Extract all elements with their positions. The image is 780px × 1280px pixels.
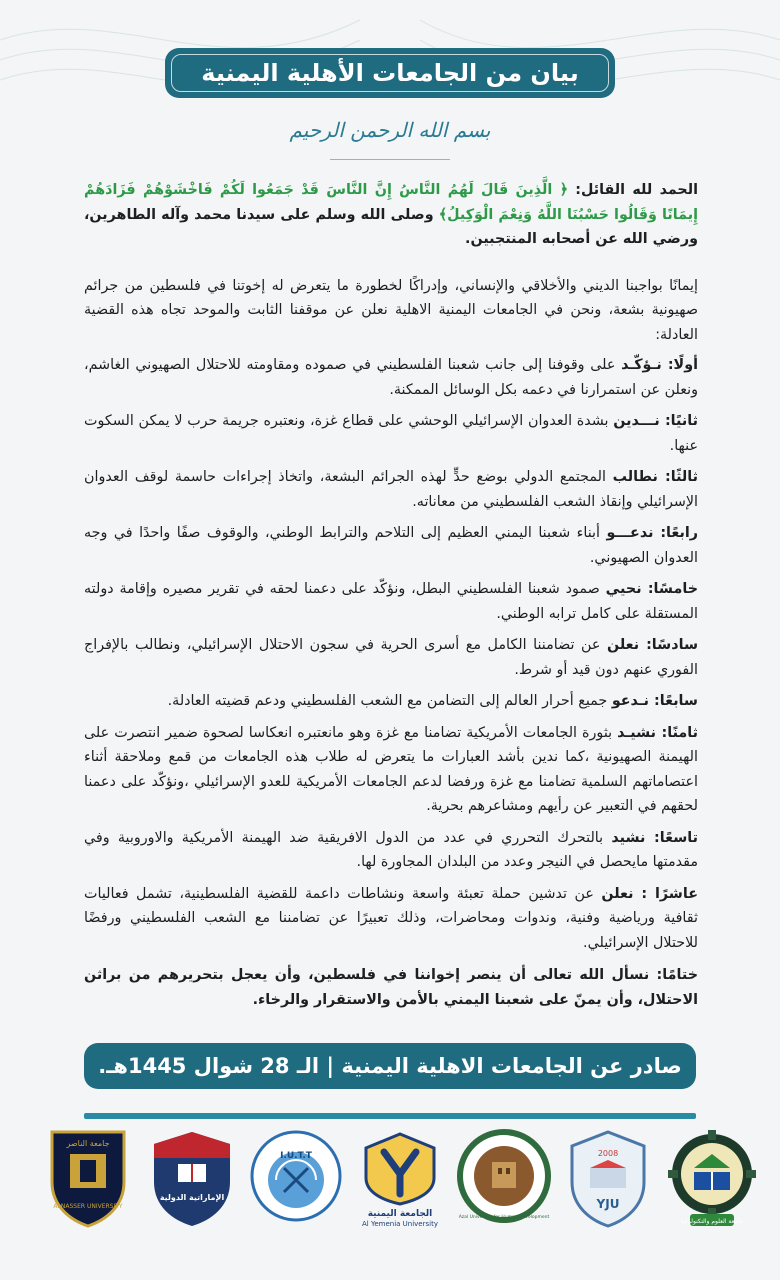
gear-book-icon xyxy=(664,1128,760,1228)
point-lead: تاسعًا: نشيد xyxy=(611,829,698,846)
preamble: إيمانًا بواجبنا الديني والأخلاقي والإنساني، وإدراكًا لخطورة ما يتعرض له إخوتنا في فلسطين من جرائم صهيونية بشعة، ونحن في الجامعات اليمنية الاهلية نعلن عن موقفنا الثابت والموحد تجاه هذه القضية العادلة: xyxy=(84,277,698,343)
logo-science-technology xyxy=(664,1128,760,1228)
logo-alnasser-ar: جامعة الناصر xyxy=(66,1139,110,1148)
logo-al-yemenia xyxy=(352,1128,448,1228)
page-title: بيان من الجامعات الأهلية اليمنية xyxy=(201,59,579,87)
point-6 xyxy=(84,633,698,682)
point-text: على وقوفنا إلى جانب شعبنا الفلسطيني في صموده ومقاومته للاحتلال الصهيوني الغاشم، ونعلن عن استمرارنا في دعمه بكل الوسائل الممكنة. xyxy=(84,357,698,398)
point-text: بشدة العدوان الإسرائيلي الوحشي على قطاع غزة، ونعتبره جريمة حرب لا يمكن السكوت عنها. xyxy=(84,413,698,454)
point-1 xyxy=(84,353,698,402)
point-text: عن تدشين حملة تعبئة واسعة ونشاطات داعمة للقضية الفلسطينية، تشمل فعاليات ثقافية ورياضية وفنية، وندوات ومحاضرات، وذلك تعبيرًا عن تضامننا مع الشعب الفلسطيني ورفضًا للاحتلال الإسرائيلي. xyxy=(84,885,698,951)
issuer-banner xyxy=(84,1043,696,1089)
point-5 xyxy=(84,577,698,626)
point-text: أبناء شعبنا اليمني العظيم إلى التلاحم والترابط الوطني، والوقوف صفًا واحدًا في وجه العدوان الصهيوني. xyxy=(84,525,698,566)
point-lead: ثامنًا: نشيـد xyxy=(617,724,699,741)
point-text: المجتمع الدولي بوضع حدٍّ لهذه الجرائم البشعة، واتخاذ إجراءات حاسمة لوقف العدوان الإسرائيلي وإنقاذ الشعب الفلسطيني من معاناته. xyxy=(84,469,698,510)
iutt-seal-icon xyxy=(248,1128,344,1228)
point-lead: سابعًا: نـدعو xyxy=(611,693,698,709)
intro-paragraph xyxy=(84,178,698,252)
basmala: بسم الله الرحمن الرحيم xyxy=(289,118,491,142)
logo-iutt xyxy=(248,1128,344,1228)
azal-seal-icon xyxy=(456,1128,552,1228)
logo-yju-label: YJU xyxy=(596,1197,620,1211)
footer-divider xyxy=(84,1113,696,1119)
point-lead: أولًا: نـؤكّـد xyxy=(621,357,698,373)
intro-suffix: وصلى الله وسلم على سيدنا محمد وآله الطاهرين، ورضي الله عن أصحابه المنتجبين. xyxy=(84,206,698,247)
point-2 xyxy=(84,409,698,458)
point-text: بثورة الجامعات الأمريكية تضامنا مع غزة وهو مانعتبره انعكاسا لصحوة ضمير انتصرت على الهيمنة الصهيونية ،كما ندين بأشد العبارات ما يتعرض له طلاب هذه الجامعات من قمع وملاحقة أثناء اعتصاماتهم السلمية تضامنا مع غزة ورفضا لدعم الجامعات الأمريكية للعدو الإسرائيلي ،ونؤكّد على دعمنا لحقهم في التعبير عن رأيهم ومشاعرهم بحرية. xyxy=(84,724,698,814)
logo-yju xyxy=(560,1128,656,1228)
closing-paragraph: ختامًا: نسأل الله تعالى أن ينصر إخواننا في فلسطين، وأن يعجل بتحريرهم من براثن الاحتلال، وأن يمنّ على شعبنا اليمني بالأمن والاستقرار والرخاء. xyxy=(84,967,698,1008)
point-10 xyxy=(84,882,698,956)
point-lead: ثانيًا: نـــدين xyxy=(613,413,698,429)
point-4 xyxy=(84,521,698,570)
quran-verse: ﴿ الَّذِينَ قَالَ لَهُمُ النَّاسُ إِنَّ النَّاسَ قَدْ جَمَعُوا لَكُمْ فَاخْشَوْهُمْ فَزَادَهُمْ إِيمَانًا وَقَالُوا حَسْبُنَا اللَّهُ وَنِعْمَ الْوَكِيلُ﴾ xyxy=(84,182,698,223)
point-lead: خامسًا: نحيي xyxy=(605,581,698,597)
point-7 xyxy=(84,689,698,714)
point-9 xyxy=(84,826,698,875)
point-lead: ثالثًا: نطالب xyxy=(612,469,699,485)
point-lead: عاشرًا : نعلن xyxy=(601,885,698,902)
title-banner xyxy=(165,48,615,98)
logo-azal-label: Azal University for Human Development xyxy=(458,1215,550,1220)
issuer-text: صادر عن الجامعات الاهلية اليمنية | الـ 28 شوال 1445هـ. xyxy=(98,1054,682,1078)
logo-emirates-label: الإماراتية الدولية xyxy=(159,1193,225,1202)
intro-prefix: الحمد لله القائل: xyxy=(567,182,698,198)
logo-yemenia-en: Al Yemenia University xyxy=(362,1220,438,1228)
point-text: صمود شعبنا الفلسطيني البطل، ونؤكّد على دعمنا لحقه في تقرير مصيره وإقامة دولته المستقلة على كامل ترابه الوطني. xyxy=(84,581,698,622)
point-3 xyxy=(84,465,698,514)
shield-icon xyxy=(560,1128,656,1228)
point-8 xyxy=(84,721,698,819)
logo-emirates xyxy=(144,1128,240,1228)
university-logos xyxy=(20,1128,760,1228)
logo-alnasser-en: ALNASSER UNIVERSITY xyxy=(53,1203,123,1210)
alnasser-shield-icon xyxy=(40,1128,136,1228)
logo-azal xyxy=(456,1128,552,1228)
point-lead: سادسًا: نعلن xyxy=(606,637,698,653)
logo-alnasser xyxy=(40,1128,136,1228)
point-text: بالتحرك التحرري في عدد من الدول الافريقية ضد الهيمنة الأمريكية والاوروبية وفي مقدمتها مايحصل في النيجر وعدد من البلدان المجاورة لها. xyxy=(84,829,698,870)
emirates-shield-icon xyxy=(144,1128,240,1228)
logo-yju-year: 2008 xyxy=(597,1149,619,1158)
point-text: جميع أحرار العالم إلى التضامن مع الشعب الفلسطيني ودعم قضيته العادلة. xyxy=(167,693,612,709)
point-text: عن تضامننا الكامل مع أسرى الحرية في سجون الاحتلال الإسرائيلي، ونطالب بالإفراج الفوري عنهم دون قيد أو شرط. xyxy=(84,637,698,678)
point-lead: رابعًا: ندعـــو xyxy=(606,525,698,541)
statement-body xyxy=(84,178,698,1012)
logo-tech-label: جامعة العلوم والتكنولوجيا xyxy=(680,1218,744,1225)
logo-yemenia-ar: الجامعة اليمنية xyxy=(367,1209,433,1219)
logo-iutt-label: I.U.T.T xyxy=(280,1151,312,1161)
yemenia-y-icon xyxy=(352,1128,448,1228)
basmala-underline xyxy=(330,159,450,160)
